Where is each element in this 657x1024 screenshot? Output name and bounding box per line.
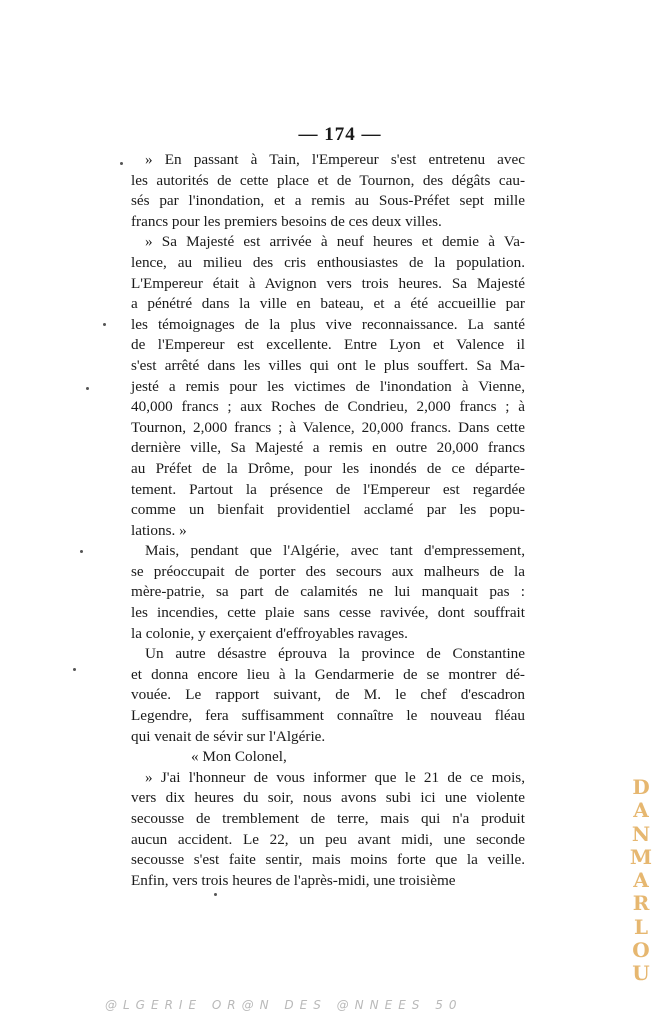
text-line: la colonie, y exerçaient d'effroyables ravages. (131, 624, 408, 642)
text-line: francs pour les premiers besoins de ces deux villes. (131, 212, 442, 230)
margin-speck (73, 668, 76, 671)
text-line: jesté a remis pour les victimes de l'inondation à Vienne, (131, 377, 525, 395)
margin-speck (120, 162, 123, 165)
text-line: » Sa Majesté est arrivée à neuf heures et demie à Va- (145, 233, 525, 251)
text-line: sés par l'inondation, et a remis au Sous-Préfet sept mille (131, 192, 525, 210)
footer-watermark: @LGERIE OR@N DES @NNEES 50 (105, 998, 463, 1012)
margin-speck (214, 893, 217, 896)
page-number: — 174 — (298, 124, 382, 145)
text-line: de l'Empereur est excellente. Entre Lyon et Valence il (131, 336, 525, 354)
text-line: » En passant à Tain, l'Empereur s'est entretenu avec (145, 151, 525, 168)
text-line: dernière ville, Sa Majesté a remis en outre 20,000 francs (131, 439, 525, 457)
text-line: s'est arrêté dans les villes qui ont le plus souffert. Sa Ma- (131, 356, 525, 374)
side-watermark: D A N M A R L O U (629, 775, 653, 986)
text-line: mère-patrie, sa part de calamités ne lui manquait pas : (131, 583, 525, 601)
margin-speck (103, 323, 106, 326)
text-line: Enfin, vers trois heures de l'après-midi, une troisième (131, 871, 456, 889)
text-line: comme un bienfait providentiel acclamé par les popu- (131, 501, 525, 519)
margin-speck (80, 550, 83, 553)
text-line: vers dix heures du soir, nous avons subi ici une violente (131, 789, 525, 807)
text-line: Tournon, 2,000 francs ; à Valence, 20,000 francs. Dans cette (131, 418, 525, 436)
text-line: secousse s'est faite sentir, mais moins forte que la veille. (131, 851, 525, 869)
text-line: lations. » (131, 521, 187, 539)
text-line: Un autre désastre éprouva la province de Constantine (145, 645, 525, 663)
text-line: se préoccupait de porter des secours aux malheurs de la (131, 562, 525, 580)
text-line: Legendre, fera suffisamment connaître le nouveau fléau (131, 707, 525, 725)
text-line: les incendies, cette plaie sans cesse ravivée, dont souffrait (131, 604, 525, 622)
margin-speck (86, 387, 89, 390)
text-line: Mais, pendant que l'Algérie, avec tant d'empressement, (145, 542, 525, 560)
text-line: lence, au milieu des cris enthousiastes de la population. (131, 253, 525, 271)
text-line: tement. Partout la présence de l'Empereur est regardée (131, 480, 525, 498)
text-line: aucun accident. Le 22, un peu avant midi, une seconde (131, 830, 525, 848)
text-line: L'Empereur était à Avignon vers trois heures. Sa Majesté (131, 274, 525, 292)
text-line: vouée. Le rapport suivant, de M. le chef d'escadron (131, 686, 525, 704)
text-line: au Préfet de la Drôme, pour les inondés de ce départe- (131, 459, 525, 477)
text-line: secousse de tremblement de terre, mais qui n'a produit (131, 810, 525, 827)
text-line: » J'ai l'honneur de vous informer que le 21 de ce mois, (145, 768, 525, 786)
body-text (131, 150, 525, 891)
text-line: 40,000 francs ; aux Roches de Condrieu, 2,000 francs ; à (131, 398, 525, 416)
text-line: les témoignages de la plus vive reconnaissance. La santé (131, 315, 525, 333)
text-line: les autorités de cette place et de Tournon, des dégâts cau- (131, 171, 525, 189)
text-line: « Mon Colonel, (191, 748, 287, 766)
text-line: qui venait de sévir sur l'Algérie. (131, 727, 326, 745)
text-line: a pénétré dans la ville en bateau, et a été accueillie par (131, 295, 525, 313)
text-line: et donna encore lieu à la Gendarmerie de se montrer dé- (131, 665, 525, 683)
